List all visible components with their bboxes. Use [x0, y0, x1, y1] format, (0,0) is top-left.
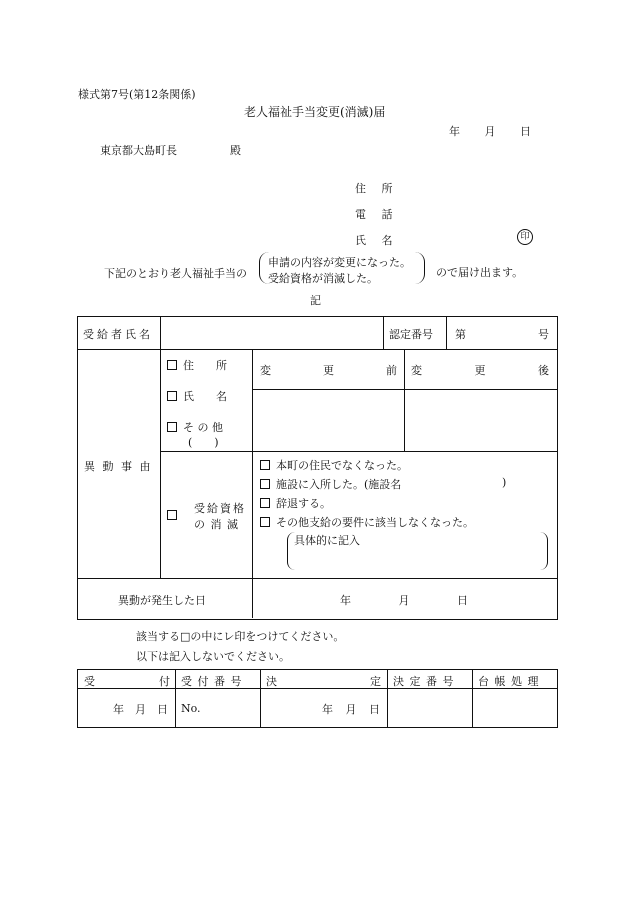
hline-row1 [77, 349, 557, 350]
loss-label-2: の 消 滅 [194, 518, 239, 531]
reason-label: 異 動 事 由 [84, 460, 153, 473]
cert-number-field[interactable] [455, 326, 549, 342]
checkbox[interactable] [260, 498, 270, 508]
receipt-char: 受 [84, 675, 95, 688]
form-number: 様式第7号(第12条関係) [78, 88, 196, 101]
loss-reason-label: 本町の住民でなくなった。 [276, 459, 408, 472]
before-field[interactable] [253, 390, 403, 450]
change-item-label: 住 所 [183, 359, 227, 372]
honorific: 殿 [230, 144, 241, 157]
after-field[interactable] [405, 390, 555, 450]
loss-reason-label: その他支給の要件に該当しなくなった。 [276, 516, 474, 529]
hline-occurred [77, 578, 557, 579]
checkbox[interactable] [260, 460, 270, 470]
statement-suffix: ので届け出ます。 [436, 266, 524, 279]
loss-reason-decline[interactable] [260, 495, 331, 511]
receipt-day: 日 [157, 703, 168, 716]
office-decision-header [266, 673, 381, 689]
note-office-use: 以下は記入しないでください。 [136, 650, 290, 663]
recipient-name-label: 受給者氏名 [83, 328, 153, 341]
statement-option-lost: 受給資格が消滅した。 [268, 272, 378, 285]
address-label: 住 所 [355, 182, 399, 195]
decision-char: 定 [370, 675, 381, 688]
checkbox[interactable] [167, 510, 177, 520]
before-header [260, 362, 397, 378]
loss-reason-label: 辞退する。 [276, 497, 331, 510]
before-char: 更 [323, 364, 334, 377]
occurred-label: 異動が発生した日 [118, 594, 206, 607]
recipient-name-field[interactable] [161, 317, 382, 349]
date-day: 日 [520, 125, 531, 138]
statement-option-changed: 申請の内容が変更になった。 [268, 256, 411, 269]
office-no: No. [181, 702, 201, 715]
after-char: 更 [474, 364, 486, 377]
occurred-date[interactable] [340, 592, 468, 608]
cert-dai: 第 [455, 328, 466, 341]
seal-mark [517, 229, 533, 245]
date-year: 年 [449, 125, 460, 138]
decision-day: 日 [369, 703, 380, 716]
office-decision-date [322, 701, 380, 717]
office-vline-4 [472, 669, 473, 727]
checkbox[interactable] [167, 360, 177, 370]
ki-heading: 記 [310, 294, 321, 307]
occurred-day: 日 [457, 594, 468, 607]
change-item-name[interactable] [167, 388, 227, 404]
cert-go: 号 [538, 328, 549, 341]
receipt-char: 付 [159, 675, 170, 688]
vline-cert-label [383, 316, 384, 349]
other-paren: ( ) [188, 436, 219, 449]
receipt-year: 年 [113, 703, 124, 716]
occurred-month: 月 [398, 594, 410, 607]
seal-text: 印 [520, 232, 530, 242]
checkbox[interactable] [167, 422, 177, 432]
receipt-month: 月 [135, 703, 146, 716]
date-month: 月 [484, 125, 496, 138]
before-char: 前 [386, 364, 397, 377]
vline-cert-value [446, 316, 447, 349]
checkbox[interactable] [260, 517, 270, 527]
before-char: 変 [260, 364, 271, 377]
decision-year: 年 [322, 703, 333, 716]
detail-label: 具体的に記入 [294, 534, 360, 547]
loss-label-1: 受給資格 [194, 502, 246, 515]
decision-month: 月 [345, 703, 357, 716]
office-receipt-header [84, 673, 170, 689]
change-item-other[interactable] [167, 419, 223, 435]
loss-checkbox[interactable] [167, 509, 183, 522]
office-decision-number-header: 決 定 番 号 [393, 675, 455, 688]
office-vline-2 [260, 669, 261, 727]
loss-reason-not-resident[interactable] [260, 457, 408, 473]
checkbox[interactable] [260, 479, 270, 489]
office-receipt-date [113, 701, 168, 717]
recipient-office: 東京都大島町長 [100, 144, 177, 157]
note-checkmark: 該当する□の中にレ印をつけてください。 [136, 630, 345, 643]
checkbox[interactable] [167, 391, 177, 401]
decision-char: 決 [266, 675, 277, 688]
cert-number-label: 認定番号 [389, 328, 433, 341]
change-item-label: 氏 名 [183, 390, 227, 403]
change-item-label: そ の 他 [183, 421, 223, 434]
submission-date [449, 123, 531, 139]
after-header [411, 362, 549, 378]
occurred-year: 年 [340, 594, 351, 607]
change-item-address[interactable] [167, 357, 227, 373]
after-char: 変 [411, 364, 422, 377]
vline-label [160, 316, 161, 578]
loss-reason-other[interactable] [260, 514, 474, 530]
loss-reason-label: 施設に入所した。(施設名 [276, 478, 402, 491]
facility-close-paren: ) [502, 476, 507, 489]
after-char: 後 [538, 364, 549, 377]
form-title: 老人福祉手当変更(消滅)届 [244, 105, 386, 119]
name-label: 氏 名 [355, 234, 399, 247]
hline-row-change [160, 451, 557, 452]
office-receipt-number-header: 受 付 番 号 [181, 675, 243, 688]
loss-reason-facility[interactable] [260, 476, 401, 492]
phone-label: 電 話 [355, 208, 399, 221]
statement-prefix: 下記のとおり老人福祉手当の [104, 267, 247, 280]
office-ledger-header: 台 帳 処 理 [478, 675, 540, 688]
office-vline-1 [175, 669, 176, 727]
office-vline-3 [387, 669, 388, 727]
